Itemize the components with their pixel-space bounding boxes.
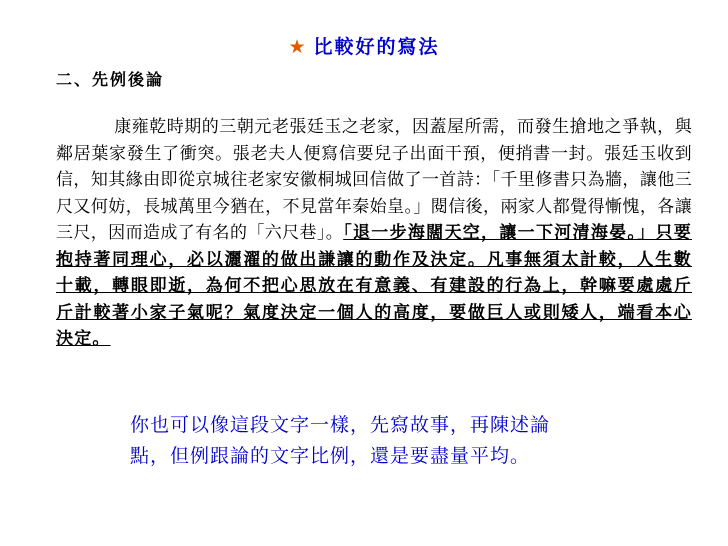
slide-title <box>0 32 728 59</box>
story-paragraph <box>56 114 692 353</box>
slide-title-text: 比較好的寫法 <box>313 36 440 58</box>
story-text: 康雍乾時期的三朝元老張廷玉之老家，因蓋屋所需，而發生搶地之爭執，與鄰居葉家發生了衝突。張老夫人便寫信要兒子出面干預，便捎書一封。張廷玉收到信，知其緣由即從京城往老家安徽桐城回信做了一首詩：「千里修書只為牆，讓他三尺又何妨，長城萬里今猶在，不見當年秦始皇。」閱信後，兩家人都覺得慚愧，各讓三尺，因而造成了有名的「六尺巷」。 <box>56 117 692 243</box>
advice-note: 你也可以像這段文字一樣，先寫故事，再陳述論點，但例跟論的文字比例，還是要盡量平均。 <box>130 414 551 467</box>
star-icon: ★ <box>288 36 308 58</box>
section-heading: 二、先例後論 <box>56 70 165 89</box>
argument-text: 「退一步海闊天空，讓一下河清海晏。」只要抱持著同理心，必以灑濯的做出謙讓的動作及決定。凡事無須太計較，人生數十載，轉眼即逝，為何不把心思放在有意義、有建設的行為上，幹嘛要處處斤斤計較著小家子氣呢？氣度決定一個人的高度，要做巨人或則矮人，端看本心決定。 <box>56 223 692 349</box>
